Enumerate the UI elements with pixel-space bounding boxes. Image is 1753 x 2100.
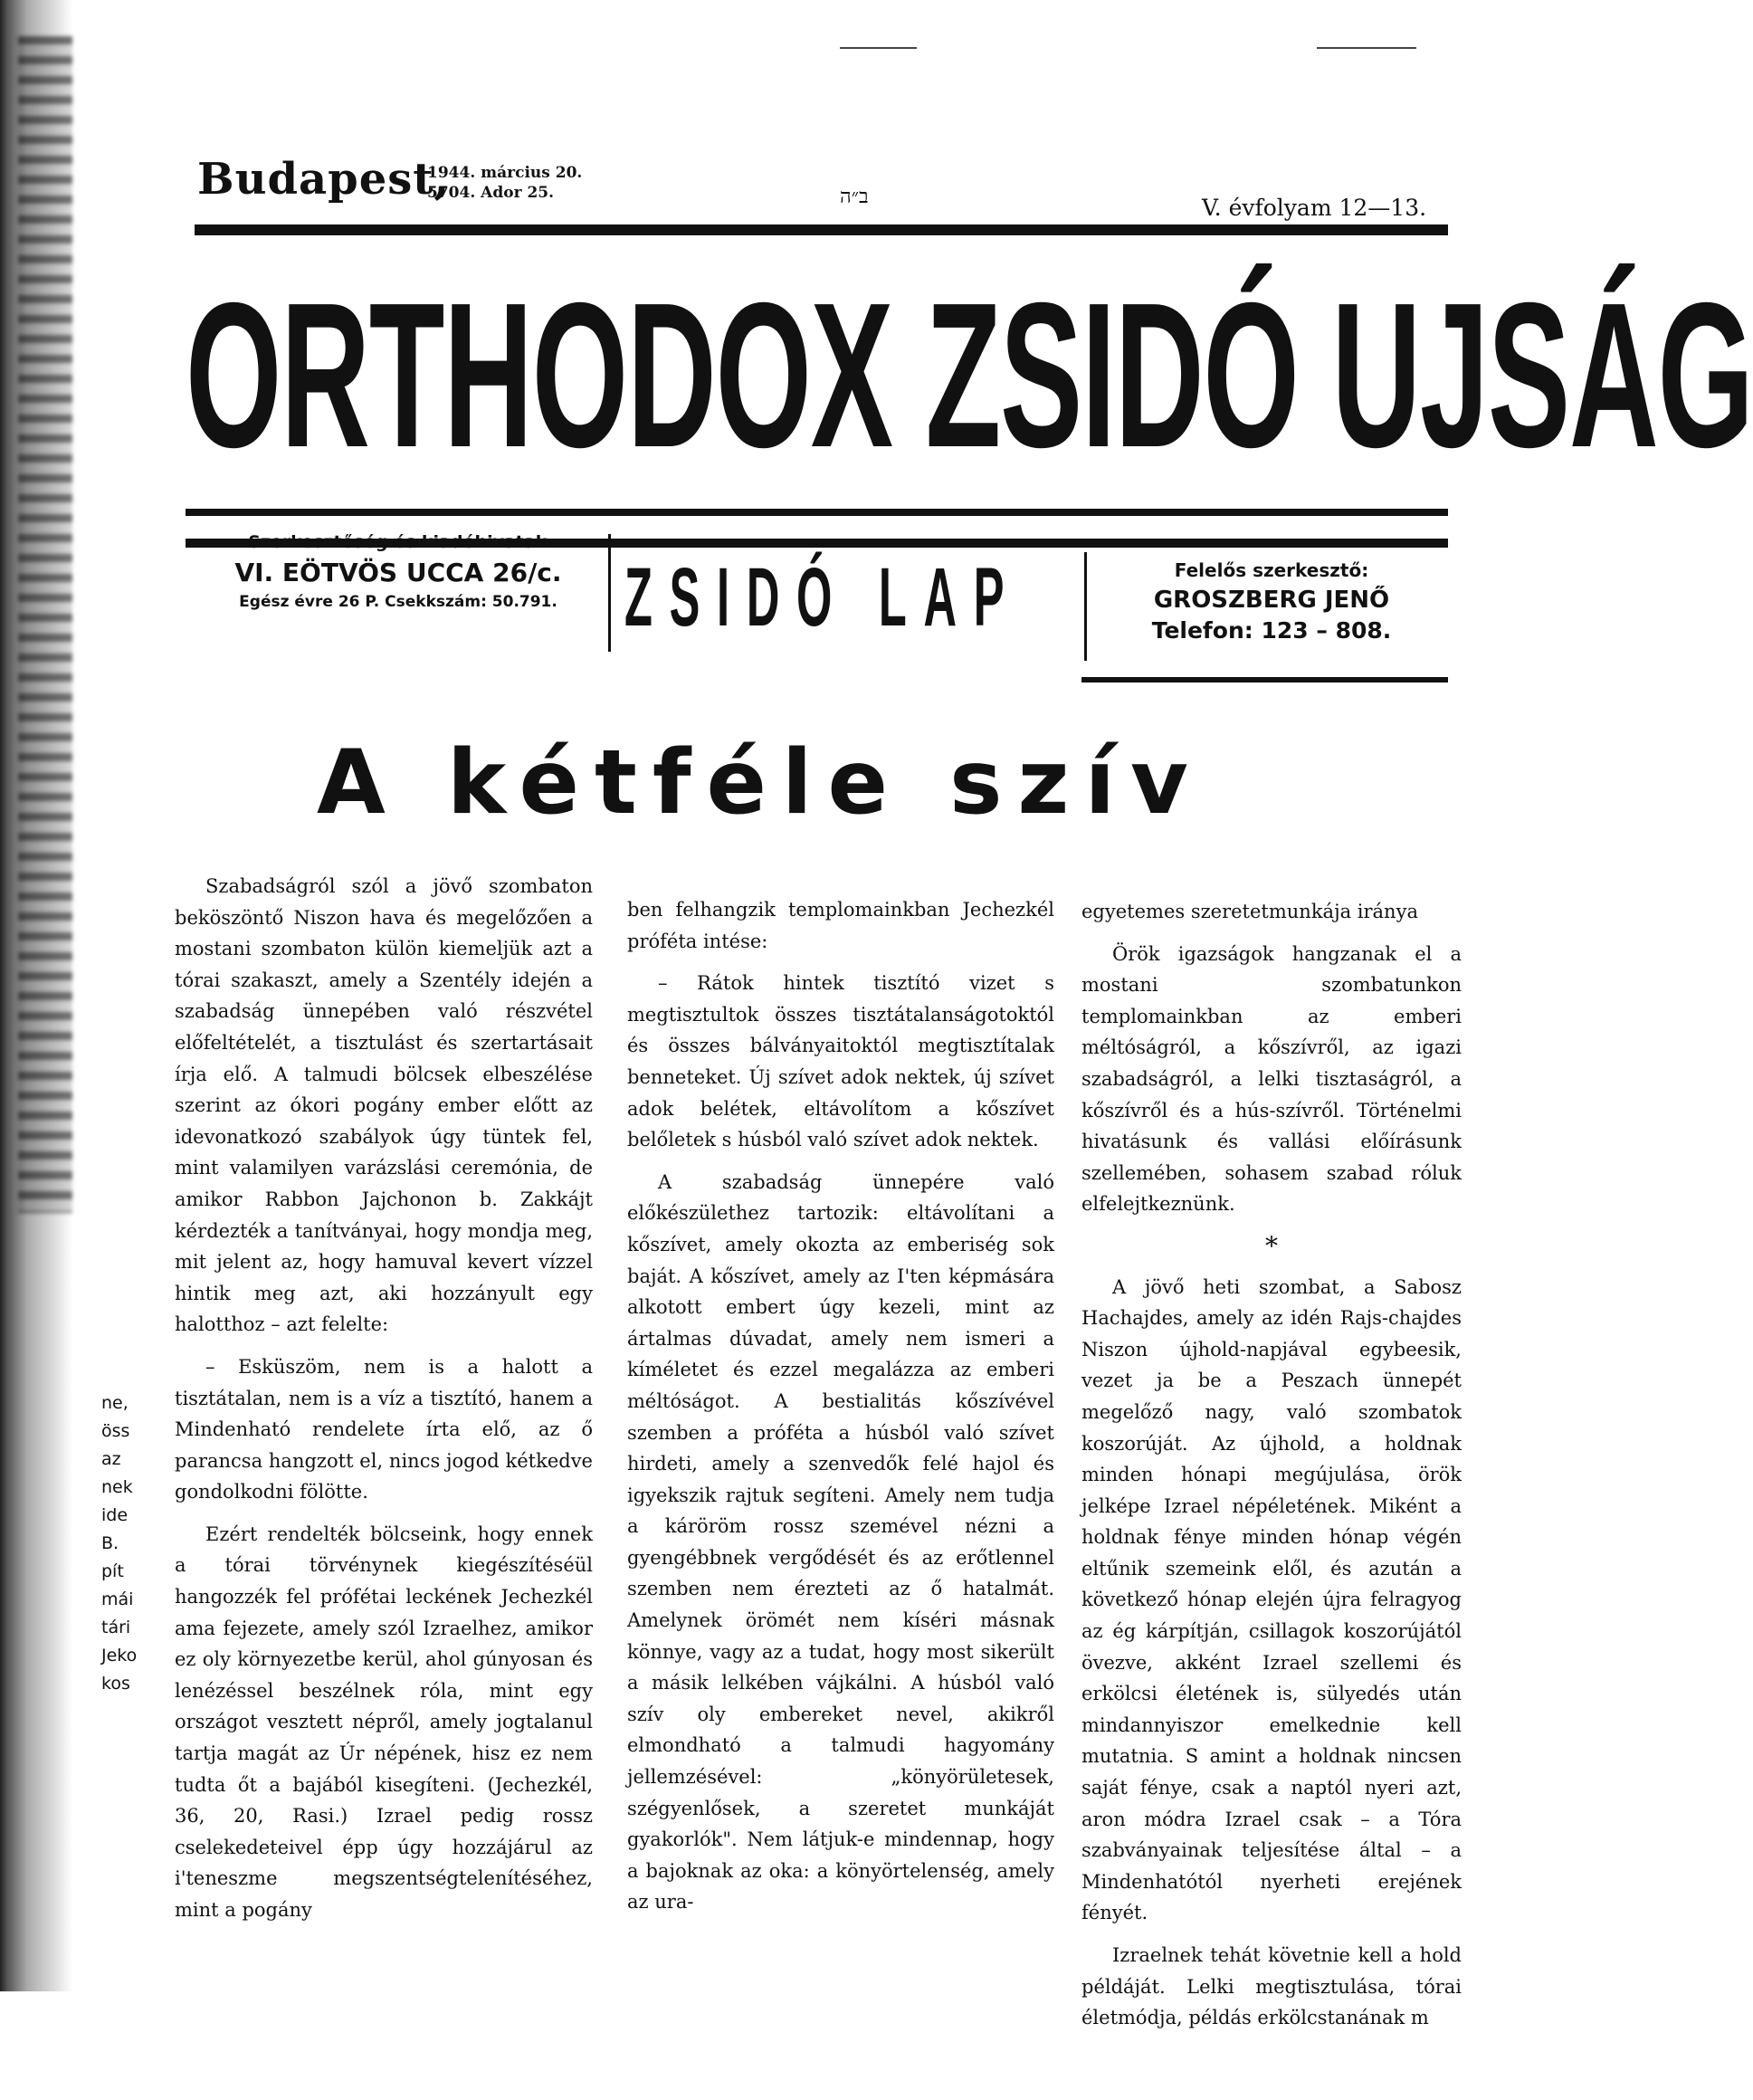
margin-fragment: B. — [101, 1533, 119, 1553]
article-paragraph: – Rátok hintek tisztító vizet s megtisztultok összes tisztátalanságotoktól és összes bálványaitoktól megtisztítalak benneteket. Új szívet adok nektek, új szívet adok belétek, eltávolítom a kőszívet belőletek s húsból való szívet adok nektek. — [627, 972, 1054, 1151]
issue-number: V. évfolyam 12—13. — [1202, 195, 1427, 221]
margin-fragment: ne, — [101, 1393, 129, 1413]
margin-fragment: kos — [101, 1674, 130, 1694]
article-column-2 — [627, 894, 1054, 2098]
article-paragraph: egyetemes szeretetmunkája iránya — [1081, 901, 1418, 922]
margin-fragments — [101, 1389, 147, 1698]
office-address: VI. EÖTVÖS UCCA 26/c. — [234, 558, 562, 587]
editor-name: GROSZBERG JENŐ — [1153, 587, 1390, 614]
margin-fragment: pít — [101, 1561, 124, 1581]
office-subscription: Egész évre 26 P. Csekkszám: 50.791. — [239, 593, 557, 611]
header-dates — [427, 163, 582, 203]
article-paragraph: ben felhangzik templomainkban Jechezkél próféta intése: — [627, 899, 1054, 952]
article-paragraph: Szabadságról szól a jövő szombaton beköszöntő Niszon hava és megelőzően a mostani szombaton külön kiemeljük azt a tórai szakaszt, amely a Szentély idején a szabadság ünnepében való részvétel előfeltételét, a tisztulást és szertartásait írja elő. A talmudi bölcsek elbeszélése szerint az ókori pogány ember előtt az idevonatkozó szabályok úgy tüntek fel, mint valamilyen varázslási ceremónia, de amikor Rabbon Jajchonon b. Zakkájt kérdezték a tanítványai, hogy mondja meg, mit jelent az, hogy hamuval kevert vízzel hintik meg azt, aki hozzányult egy halotthoz – azt felelte: — [175, 875, 593, 1336]
section-asterisk: * — [1265, 1230, 1278, 1261]
header-date-line1: 1944. március 20. — [427, 164, 583, 182]
article-paragraph: – Esküszöm, nem is a halott a tisztátalan, nem is a víz a tisztító, hanem a Mindenható rendelete írta elő, az ő parancsa hangzott el, nincs jogod kétkedve gondolkodni fölötte. — [175, 1355, 593, 1503]
masthead-bottom-rule — [186, 509, 1448, 516]
top-dash-mark — [1317, 47, 1416, 49]
masthead-title-text: ORTHODOX ZSIDÓ UJSÁG — [186, 261, 1753, 491]
margin-fragment: öss — [101, 1421, 130, 1441]
divider-line — [608, 534, 611, 652]
divider-line — [1084, 552, 1087, 661]
masthead-top-rule — [195, 224, 1448, 235]
header-box-rule — [1081, 677, 1448, 682]
margin-fragment: az — [101, 1449, 121, 1469]
margin-fragment: Jeko — [101, 1646, 138, 1666]
top-dash-mark — [840, 47, 917, 49]
article-column-3 — [1081, 896, 1462, 2100]
margin-fragment: tári — [101, 1618, 131, 1637]
article-column-1 — [175, 871, 593, 2075]
article-headline: A kétféle szív — [317, 731, 1204, 835]
article-paragraph: A szabadság ünnepére való előkészülethez tartozik: eltávolítani a kőszívet, amely okozta az emberiség sok baját. A kőszívet, amely az I'ten képmására alkotott embert úgy kezeli, mint az ártalmas dúvadat, amely nem ismeri a kíméletet és ezzel megalázza az emberi méltóságot. A bestialitás kőszívével szemben a próféta a húsból való szívet hirdeti, amely a szenvedők felé hajol és igyekszik rajtuk segíteni. Amely nem tudja a káröröm rossz szemével nézni a gyengébbnek vergődését és az erőtlennel szemben nem érezteti az ő hatalmát. Amelynek örömét nem kíséri másnak könnye, vagy az a tudat, hogy most sikerült a másik lelkében vájkálni. A húsból való szív oly embereket nevel, akikről elmondható a talmudi hagyomány jellemzésével: „könyörületesek, szégyenlősek, a szeretet munkáját gyakorlók". Nem látjuk-e mindennap, hogy a bajoknak az oka: a könyörtelenség, amely az ura- — [627, 1170, 1054, 1914]
office-label: Szerkesztőség és kiadóhivatal: — [248, 532, 548, 552]
header-date-line2: 5704. Ador 25. — [427, 184, 555, 202]
hebrew-mark: ב״ה — [840, 186, 869, 208]
article-paragraph: Ezért rendelték bölcseink, hogy ennek a tórai törvénynek kiegészítéséül hangozzék fel prófétai leckének Jechezkél ama fejezete, amely szól Izraelhez, amikor ez oly környezetbe kerül, ahol gúnyosan és lenézéssel beszélnek róla, mint egy országot vesztett népről, amely jogtalanul tartja magát az Úr népének, hisz ez nem tudta őt a bajából kisegíteni. (Jechezkél, 36, 20, Rasi.) Izrael pedig rossz cselekedeteivel épp úgy hozzájárul az i'teneszme megszentségtelenítéséhez, mint a pogány — [175, 1522, 593, 1921]
article-paragraph: Örök igazságok hangzanak el a mostani szombatunkon templomainkban az emberi méltóságról, a kőszívről, az igazi szabadságról, a lelki tisztaságról, a kőszívről és a hús-szívről. Történelmi hivatásunk és vallási előírásunk szellemében, sohasem szabad róluk elfelejtkeznünk. — [1081, 942, 1462, 1216]
editor-label: Felelős szerkesztő: — [1174, 559, 1369, 581]
sub-logo — [624, 552, 1077, 652]
article-paragraph: Izraelnek tehát követnie kell a hold példáját. Lelki megtisztulása, tórai életmódja, példás erkölcstanának m — [1081, 1944, 1462, 2029]
editor-phone: Telefon: 123 – 808. — [1151, 617, 1392, 644]
office-info — [195, 532, 602, 611]
margin-fragment: mái — [101, 1589, 134, 1609]
header-city: Budapest, — [197, 154, 451, 205]
editor-info — [1100, 559, 1443, 644]
masthead-title — [186, 258, 1753, 507]
margin-fragment: nek — [101, 1477, 133, 1497]
article-paragraph: A jövő heti szombat, a Sabosz Hachajdes, amely az idén Rajs-chajdes Niszon újhold-napjával egybeesik, vezet ja be a Peszach ünnepét megelőző nagy, való szombatok koszorúját. Az újhold, a holdnak minden hónapi megújulása, örök jelképe Izrael népéletének. Miként a holdnak fénye minden hónap végén eltűnik szemeink elől, és azután a következő hónap elején újra felragyog az ég kárpítján, csillagok koszorújától övezve, akként Izrael szellemi és erkölcsi életének is, sülyedés után mindannyiszor emelkednie kell mutatnia. S amint a holdnak nincsen saját fénye, csak a naptól nyeri azt, aron módra Izrael csak – a Tóra szabványainak teljesítése által – a Mindenhatótól nyerheti erejének fényét. — [1081, 1275, 1462, 1924]
sub-logo-text: ZSIDÓ LAP — [624, 551, 1022, 644]
margin-fragment: ide — [101, 1505, 129, 1525]
